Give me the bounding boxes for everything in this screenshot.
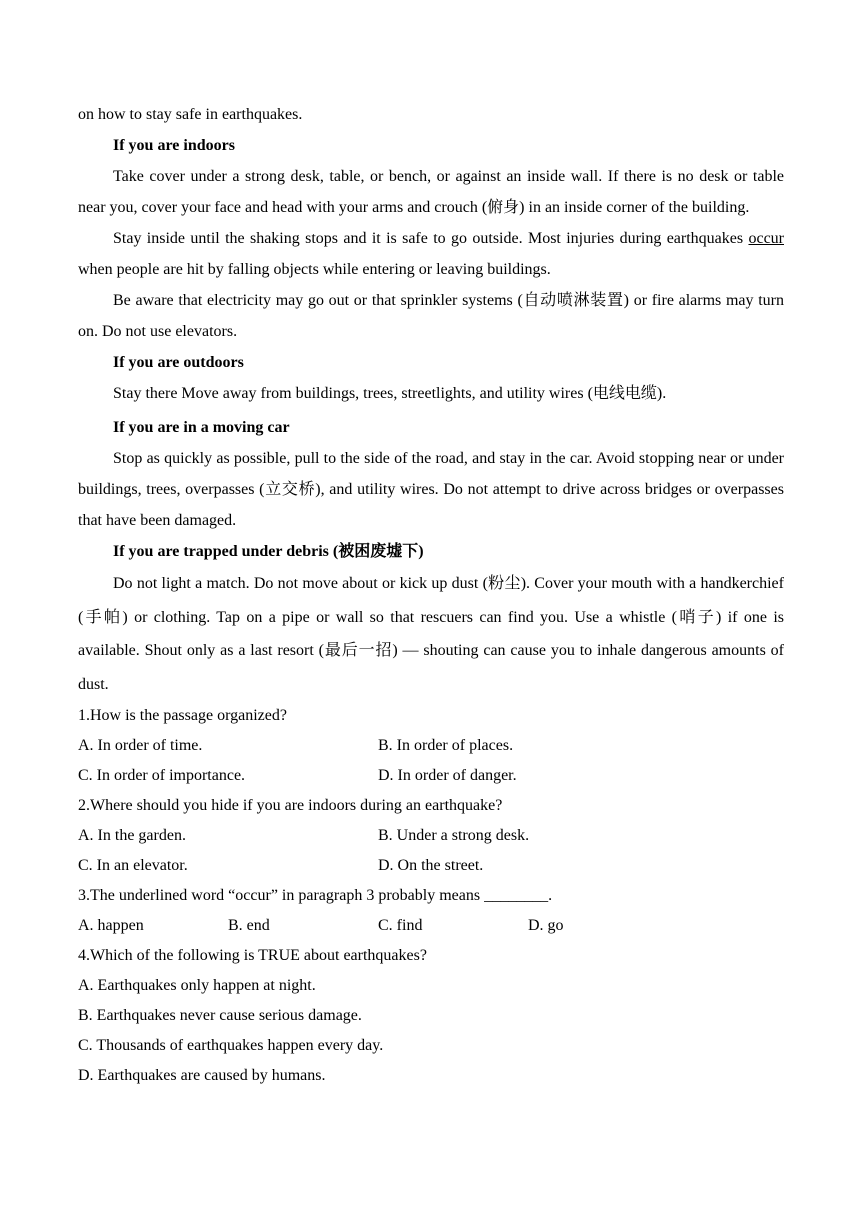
- question-3-stem: 3.The underlined word “occur” in paragraph 3 probably means ________.: [78, 887, 553, 904]
- question-1-option-d: D. In order of danger.: [378, 767, 517, 784]
- question-3-option-c: C. find: [378, 917, 423, 934]
- question-2-option-b: B. Under a strong desk.: [378, 827, 530, 844]
- question-2-option-a: A. In the garden.: [78, 827, 186, 844]
- underlined-word-occur: occur: [748, 230, 784, 247]
- heading-outdoors: If you are outdoors: [113, 354, 244, 371]
- question-3-option-b: B. end: [228, 917, 270, 934]
- question-1-stem: 1.How is the passage organized?: [78, 707, 287, 724]
- question-2-options-row-1: [78, 821, 784, 851]
- heading-moving-car: If you are in a moving car: [113, 419, 290, 436]
- heading-trapped-debris: If you are trapped under debris (被困废墟下): [113, 543, 424, 560]
- paragraph-indoors-cover: Take cover under a strong desk, table, or bench, or against an inside wall. If there is no desk or table near you, cover your face and head with your arms and crouch (俯身) in an inside corner of the building.: [78, 168, 784, 216]
- question-4-option-a: A. Earthquakes only happen at night.: [78, 977, 316, 994]
- heading-indoors: If you are indoors: [113, 137, 235, 154]
- question-2-option-c: C. In an elevator.: [78, 857, 188, 874]
- paragraph-trapped-debris: Do not light a match. Do not move about or kick up dust (粉尘). Cover your mouth with a handkerchief (手帕) or clothing. Tap on a pipe or wall so that rescuers can find you. Use a whistle (哨子) if one is available. Shout only as a last resort (最后一招) — shouting can cause you to inhale dangerous amounts of dust.: [78, 575, 784, 693]
- question-1-option-c: C. In order of importance.: [78, 767, 246, 784]
- question-4-stem: 4.Which of the following is TRUE about earthquakes?: [78, 947, 427, 964]
- question-1-options-row-2: [78, 761, 784, 791]
- question-2-options-row-2: [78, 851, 784, 881]
- question-1-options-row-1: [78, 731, 784, 761]
- paragraph-indoors-stay: [78, 223, 784, 285]
- question-4-option-b: B. Earthquakes never cause serious damage.: [78, 1007, 362, 1024]
- paragraph-indoors-stay-pre: Stay inside until the shaking stops and it is safe to go outside. Most injuries during earthquakes: [113, 230, 749, 247]
- question-1-option-a: A. In order of time.: [78, 737, 203, 754]
- paragraph-outdoors: Stay there Move away from buildings, trees, streetlights, and utility wires (电线电缆).: [113, 385, 667, 402]
- paragraph-moving-car: Stop as quickly as possible, pull to the side of the road, and stay in the car. Avoid stopping near or under buildings, trees, overpasses (立交桥), and utility wires. Do not attempt to drive across bridges or overpasses that have been damaged.: [78, 450, 784, 529]
- paragraph-indoors-aware: Be aware that electricity may go out or that sprinkler systems (自动喷淋装置) or fire alarms may turn on. Do not use elevators.: [78, 292, 784, 340]
- question-3-option-a: A. happen: [78, 917, 144, 934]
- question-4-option-c: C. Thousands of earthquakes happen every day.: [78, 1037, 384, 1054]
- question-3-option-d: D. go: [528, 917, 564, 934]
- question-1-option-b: B. In order of places.: [378, 737, 514, 754]
- question-3-options-row: [78, 911, 784, 941]
- passage-paragraph-intro-end: on how to stay safe in earthquakes.: [78, 106, 303, 123]
- question-2-stem: 2.Where should you hide if you are indoors during an earthquake?: [78, 797, 503, 814]
- question-4-option-d: D. Earthquakes are caused by humans.: [78, 1067, 326, 1084]
- document-content: [78, 99, 784, 1091]
- paragraph-indoors-stay-post: when people are hit by falling objects while entering or leaving buildings.: [78, 261, 551, 278]
- question-2-option-d: D. On the street.: [378, 857, 484, 874]
